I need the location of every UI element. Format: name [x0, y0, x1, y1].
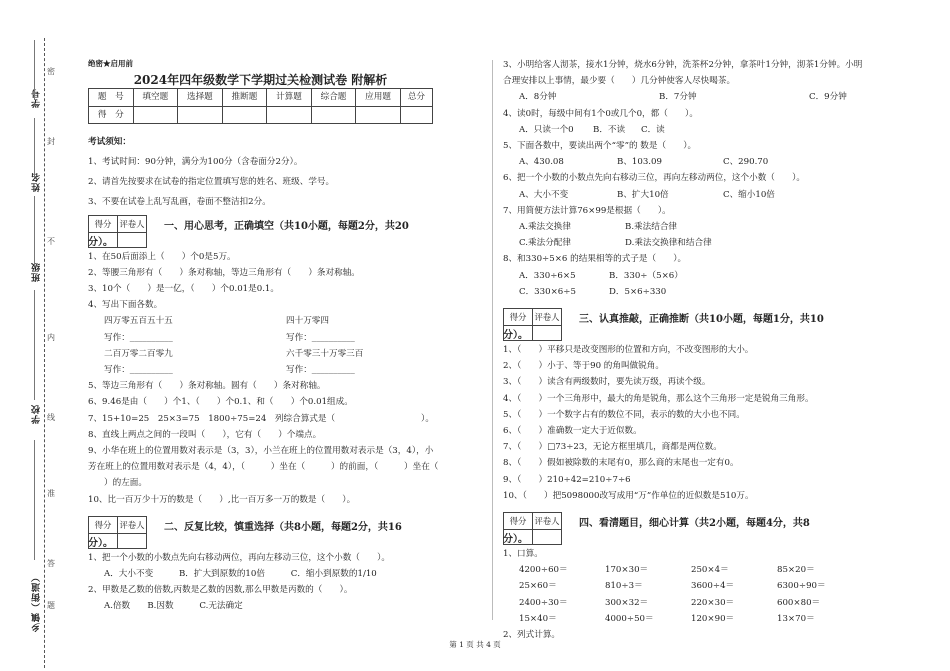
score-header-cell: 综合题 — [311, 89, 356, 106]
calc-item[interactable]: 2400÷30＝ — [519, 597, 568, 608]
seal-line — [44, 38, 45, 668]
options — [503, 89, 873, 105]
option-b: B．330÷（5×6） — [609, 270, 683, 281]
write-blank[interactable]: 写作：__________ — [286, 365, 355, 376]
notice-item: 1、考试时间：90分钟，满分为100分（含卷面分2分）。 — [88, 157, 303, 168]
seal-char: 答 — [47, 559, 55, 568]
section-3-subtitle: 分）。 — [503, 330, 528, 342]
number-words: 四万零五百五十五 — [104, 316, 173, 327]
options — [503, 219, 873, 235]
score-header-cell: 总分 — [400, 89, 432, 106]
seal-char: 题 — [47, 601, 55, 610]
score-header-cell: 应用题 — [356, 89, 401, 106]
score-header-cell: 计算题 — [267, 89, 312, 106]
option-c: C．9分钟 — [809, 92, 847, 103]
right-column — [503, 57, 873, 643]
score-header-cell: 选择题 — [178, 89, 223, 106]
question: 2、甲数是乙数的倍数,丙数是乙数的因数,那么甲数是丙数的（ ）。 — [88, 585, 353, 596]
calc-item[interactable]: 6300÷90＝ — [777, 581, 826, 592]
left-column — [88, 56, 456, 615]
options — [503, 122, 873, 138]
section-3-title: 三、认真推敲，正确推断（共10小题，每题1分，共10 — [579, 314, 824, 326]
option-c: C、290.70 — [723, 157, 769, 168]
grader-name-cell[interactable] — [533, 530, 562, 545]
score-table-row — [89, 106, 433, 123]
calc-item[interactable]: 13×70＝ — [777, 613, 815, 624]
grader-name-label: 评卷人 — [118, 516, 147, 533]
question: 1、在50后面添上（ ）个0是5万。 — [88, 251, 236, 262]
calc-row — [503, 611, 873, 627]
options — [503, 235, 873, 251]
seal-char: 封 — [47, 137, 55, 146]
question: 10、（ ）把5098000改写成用“万”作单位的近似数是510万。 — [503, 490, 754, 501]
fill-line — [34, 290, 35, 400]
calc-item[interactable]: 600×80＝ — [777, 597, 821, 608]
question: 1、口算。 — [503, 549, 543, 560]
question: 8、和330÷5×6 的结果相等的式子是（ ）。 — [503, 254, 687, 265]
grader-name-cell[interactable] — [118, 232, 147, 247]
seal-char: 线 — [47, 413, 55, 422]
option-b: B．7分钟 — [659, 92, 697, 103]
question: 10、比一百万少十万的数是（ ）,比一百万多一万的数是（ ）。 — [88, 494, 356, 505]
number-words: 六千零三十万零三百 — [286, 348, 364, 359]
seal-char: 密 — [47, 67, 55, 76]
option-a: A．只读一个0 — [519, 124, 574, 135]
question: 7、（ ）□73÷23，无论方框里填几，商都是两位数。 — [503, 442, 722, 453]
calc-item[interactable]: 15×40＝ — [519, 613, 557, 624]
question: 8、直线上两点之间的一段叫（ ），它有（ ）个端点。 — [88, 429, 322, 440]
question: 4、写出下面各数。 — [88, 300, 163, 311]
write-blank[interactable]: 写作：__________ — [104, 365, 173, 376]
grader-score-label: 得分 — [504, 513, 533, 530]
number-words-row — [88, 313, 448, 329]
margin-label-school: 学校 — [32, 404, 42, 424]
option-d: D．5×6÷330 — [609, 286, 667, 297]
question: 9、（ ）210÷42=210÷7÷6 — [503, 474, 631, 485]
section-2-subtitle: 分）。 — [88, 537, 113, 549]
option-b: B、103.09 — [617, 157, 662, 168]
section-1-title: 一、用心思考，正确填空（共10小题，每题2分，共20 — [164, 220, 409, 232]
grader-name-label: 评卷人 — [118, 215, 147, 232]
question-continued: ）的左面。 — [104, 478, 147, 489]
notice-title: 考试须知： — [88, 136, 131, 147]
seal-char: 准 — [47, 489, 55, 498]
question: 9、小华在班上的位置用数对表示是（3，3），小兰在班上的位置用数对表示是（3，4），小 — [88, 446, 434, 457]
score-cell[interactable] — [178, 106, 223, 123]
options — [503, 284, 873, 300]
margin-label-township: 乡镇（街道） — [32, 572, 42, 632]
calc-item[interactable]: 3600÷4＝ — [691, 581, 735, 592]
grader-name-label: 评卷人 — [533, 309, 562, 326]
exam-title: 2024年四年级数学下学期过关检测试卷 附解析 — [133, 73, 388, 88]
score-header-cell: 填空题 — [133, 89, 178, 106]
score-cell[interactable] — [267, 106, 312, 123]
page-footer: 第 1 页 共 4 页 — [449, 640, 501, 649]
calc-item[interactable]: 170×30＝ — [605, 565, 649, 576]
option-a: A．330÷6×5 — [519, 270, 576, 281]
margin-label-name: 姓名 — [32, 172, 42, 192]
write-blank[interactable]: 写作：__________ — [104, 332, 173, 343]
question: 5、（ ）一个数字占有的数位不同，表示的数的大小也不同。 — [503, 409, 745, 420]
question: 2、列式计算。 — [503, 630, 561, 641]
calc-item[interactable]: 250×4＝ — [691, 565, 729, 576]
score-cell[interactable] — [356, 106, 401, 123]
question: 2、（ ）小于、等于90 的角叫做锐角。 — [503, 361, 664, 372]
write-blank[interactable]: 写作：__________ — [286, 332, 355, 343]
calc-item[interactable]: 4000÷50＝ — [605, 613, 654, 624]
score-cell[interactable] — [400, 106, 432, 123]
options — [503, 268, 873, 284]
calc-row — [503, 595, 873, 611]
calc-item[interactable]: 120×90＝ — [691, 613, 735, 624]
question: 5、下面各数中，要读出两个“零”的 数是（ ）。 — [503, 141, 697, 152]
binding-margin — [0, 0, 60, 671]
calc-row — [503, 562, 873, 578]
calc-item[interactable]: 4200÷60＝ — [519, 565, 568, 576]
section-4-title: 四、看清题目，细心计算（共2小题，每题4分，共8 — [579, 518, 810, 530]
seal-char: 内 — [47, 333, 55, 342]
write-row — [88, 330, 448, 346]
options — [503, 187, 873, 203]
option-a: A.乘法交换律 — [519, 222, 571, 233]
number-words-row — [88, 346, 448, 362]
section-4-subtitle: 分）。 — [503, 534, 528, 546]
score-cell[interactable] — [311, 106, 356, 123]
score-row-label: 得 分 — [89, 106, 134, 123]
question: 1、把一个小数的小数点先向右移动两位，再向左移动三位，这个小数（ ）。 — [88, 552, 390, 563]
notice-item: 3、不要在试卷上乱写乱画，卷面不整洁扣2分。 — [88, 197, 271, 208]
option-c: C．330×6÷5 — [519, 286, 576, 297]
question: 6、（ ）准确数一定大于近似数。 — [503, 426, 642, 437]
fill-line — [34, 440, 35, 560]
option-c: C、缩小10倍 — [723, 189, 775, 200]
calc-item[interactable]: 25×60＝ — [519, 581, 557, 592]
margin-label-class: 班级 — [32, 262, 42, 282]
question: 7、用简便方法计算76×99是根据（ ）。 — [503, 205, 671, 216]
score-table-header — [89, 89, 433, 106]
number-words: 二百万零二百零九 — [104, 348, 173, 359]
calc-item[interactable]: 810÷3＝ — [605, 581, 643, 592]
option-a: A、430.08 — [519, 157, 564, 168]
calc-item[interactable]: 85×20＝ — [777, 565, 815, 576]
grader-name-cell[interactable] — [118, 534, 147, 549]
fill-line — [34, 196, 35, 266]
section-2-header — [88, 516, 448, 550]
option-c: C.乘法分配律 — [519, 238, 571, 249]
score-header-cell: 题 号 — [89, 89, 134, 106]
section-1-header — [88, 215, 448, 249]
write-row — [88, 362, 448, 378]
question: 1、（ ）平移只是改变图形的位置和方向，不改变图形的大小。 — [503, 345, 754, 356]
option-b: B.乘法结合律 — [625, 222, 678, 233]
question: 3、（ ）读含有两级数时，要先读万级，再读个级。 — [503, 377, 711, 388]
question: 6、9.46是由（ ）个1、（ ）个0.1、和（ ）个0.01组成。 — [88, 397, 353, 408]
score-cell[interactable] — [133, 106, 178, 123]
notice-item: 2、请首先按要求在试卷的指定位置填写您的姓名、班级、学号。 — [88, 177, 335, 188]
score-header-cell: 推断题 — [222, 89, 267, 106]
fill-line — [34, 40, 35, 100]
section-3-header — [503, 308, 873, 342]
options: A．大小不变 B．扩大到原数的10倍 C．缩小到原数的1/10 — [104, 569, 377, 580]
question: 4、（ ）一个三角形中，最大的角是锐角，那么这个三角形一定是锐角三角形。 — [503, 393, 814, 404]
calc-item[interactable]: 220×30＝ — [691, 597, 735, 608]
grader-score-label: 得分 — [89, 215, 118, 232]
margin-label-student-id: 学号 — [32, 88, 42, 108]
number-words: 四十万零四 — [286, 316, 329, 327]
question-continued: 芳在班上的位置用数对表示是（4，4），（ ）坐在（ ）的前面，（ ）坐在（ — [88, 462, 456, 473]
fill-line — [34, 118, 35, 178]
question: 8、（ ）假如被除数的末尾有0，那么商的末尾也一定有0。 — [503, 458, 739, 469]
option-a: A、大小不变 — [519, 189, 569, 200]
question: 3、10个（ ）是一亿，（ ）个0.01是0.1。 — [88, 284, 279, 295]
options: A.倍数 B.因数 C.无法确定 — [104, 601, 243, 612]
grader-score-label: 得分 — [504, 309, 533, 326]
calc-item[interactable]: 300×32＝ — [605, 597, 649, 608]
score-cell[interactable] — [222, 106, 267, 123]
question: 5、等边三角形有（ ）条对称轴。圆有（ ）条对称轴。 — [88, 381, 326, 392]
question: 6、把一个小数的小数点先向右移动三位，再向左移动两位，这个小数（ ）。 — [503, 173, 805, 184]
section-2-title: 二、反复比较，慎重选择（共8小题，每题2分，共16 — [164, 521, 402, 533]
option-b: B、扩大10倍 — [617, 189, 669, 200]
mental-math-grid — [503, 562, 873, 627]
section-4-header — [503, 512, 873, 546]
option-b: B．不读 — [593, 124, 626, 135]
option-c: C．读 — [641, 124, 665, 135]
column-divider — [492, 60, 493, 620]
score-table — [88, 88, 433, 123]
calc-row — [503, 578, 873, 594]
question: 7、15+10=25 25×3=75 1800÷75=24 列综合算式是（ ）。 — [88, 413, 434, 424]
seal-char: 不 — [47, 237, 55, 246]
grader-name-label: 评卷人 — [533, 513, 562, 530]
grader-name-cell[interactable] — [533, 326, 562, 341]
options — [503, 154, 873, 170]
grader-score-label: 得分 — [89, 516, 118, 533]
question: 2、等腰三角形有（ ）条对称轴，等边三角形有（ ）条对称轴。 — [88, 267, 360, 278]
option-d: D.乘法交换律和结合律 — [625, 238, 712, 249]
question: 3、小明给客人沏茶，接水1分钟，烧水6分钟，洗茶杯2分钟，拿茶叶1分钟，沏茶1分钟。小明 — [503, 60, 863, 70]
option-a: A．8分钟 — [519, 92, 557, 103]
question: 4、读0时，每级中间有1个0或几个0，都（ ）。 — [503, 108, 698, 119]
question-continued: 合理安排以上事情，最少要（ ）几分钟使客人尽快喝茶。 — [503, 76, 736, 87]
section-1-subtitle: 分）。 — [88, 236, 113, 248]
secret-label: 绝密★启用前 — [88, 59, 133, 68]
